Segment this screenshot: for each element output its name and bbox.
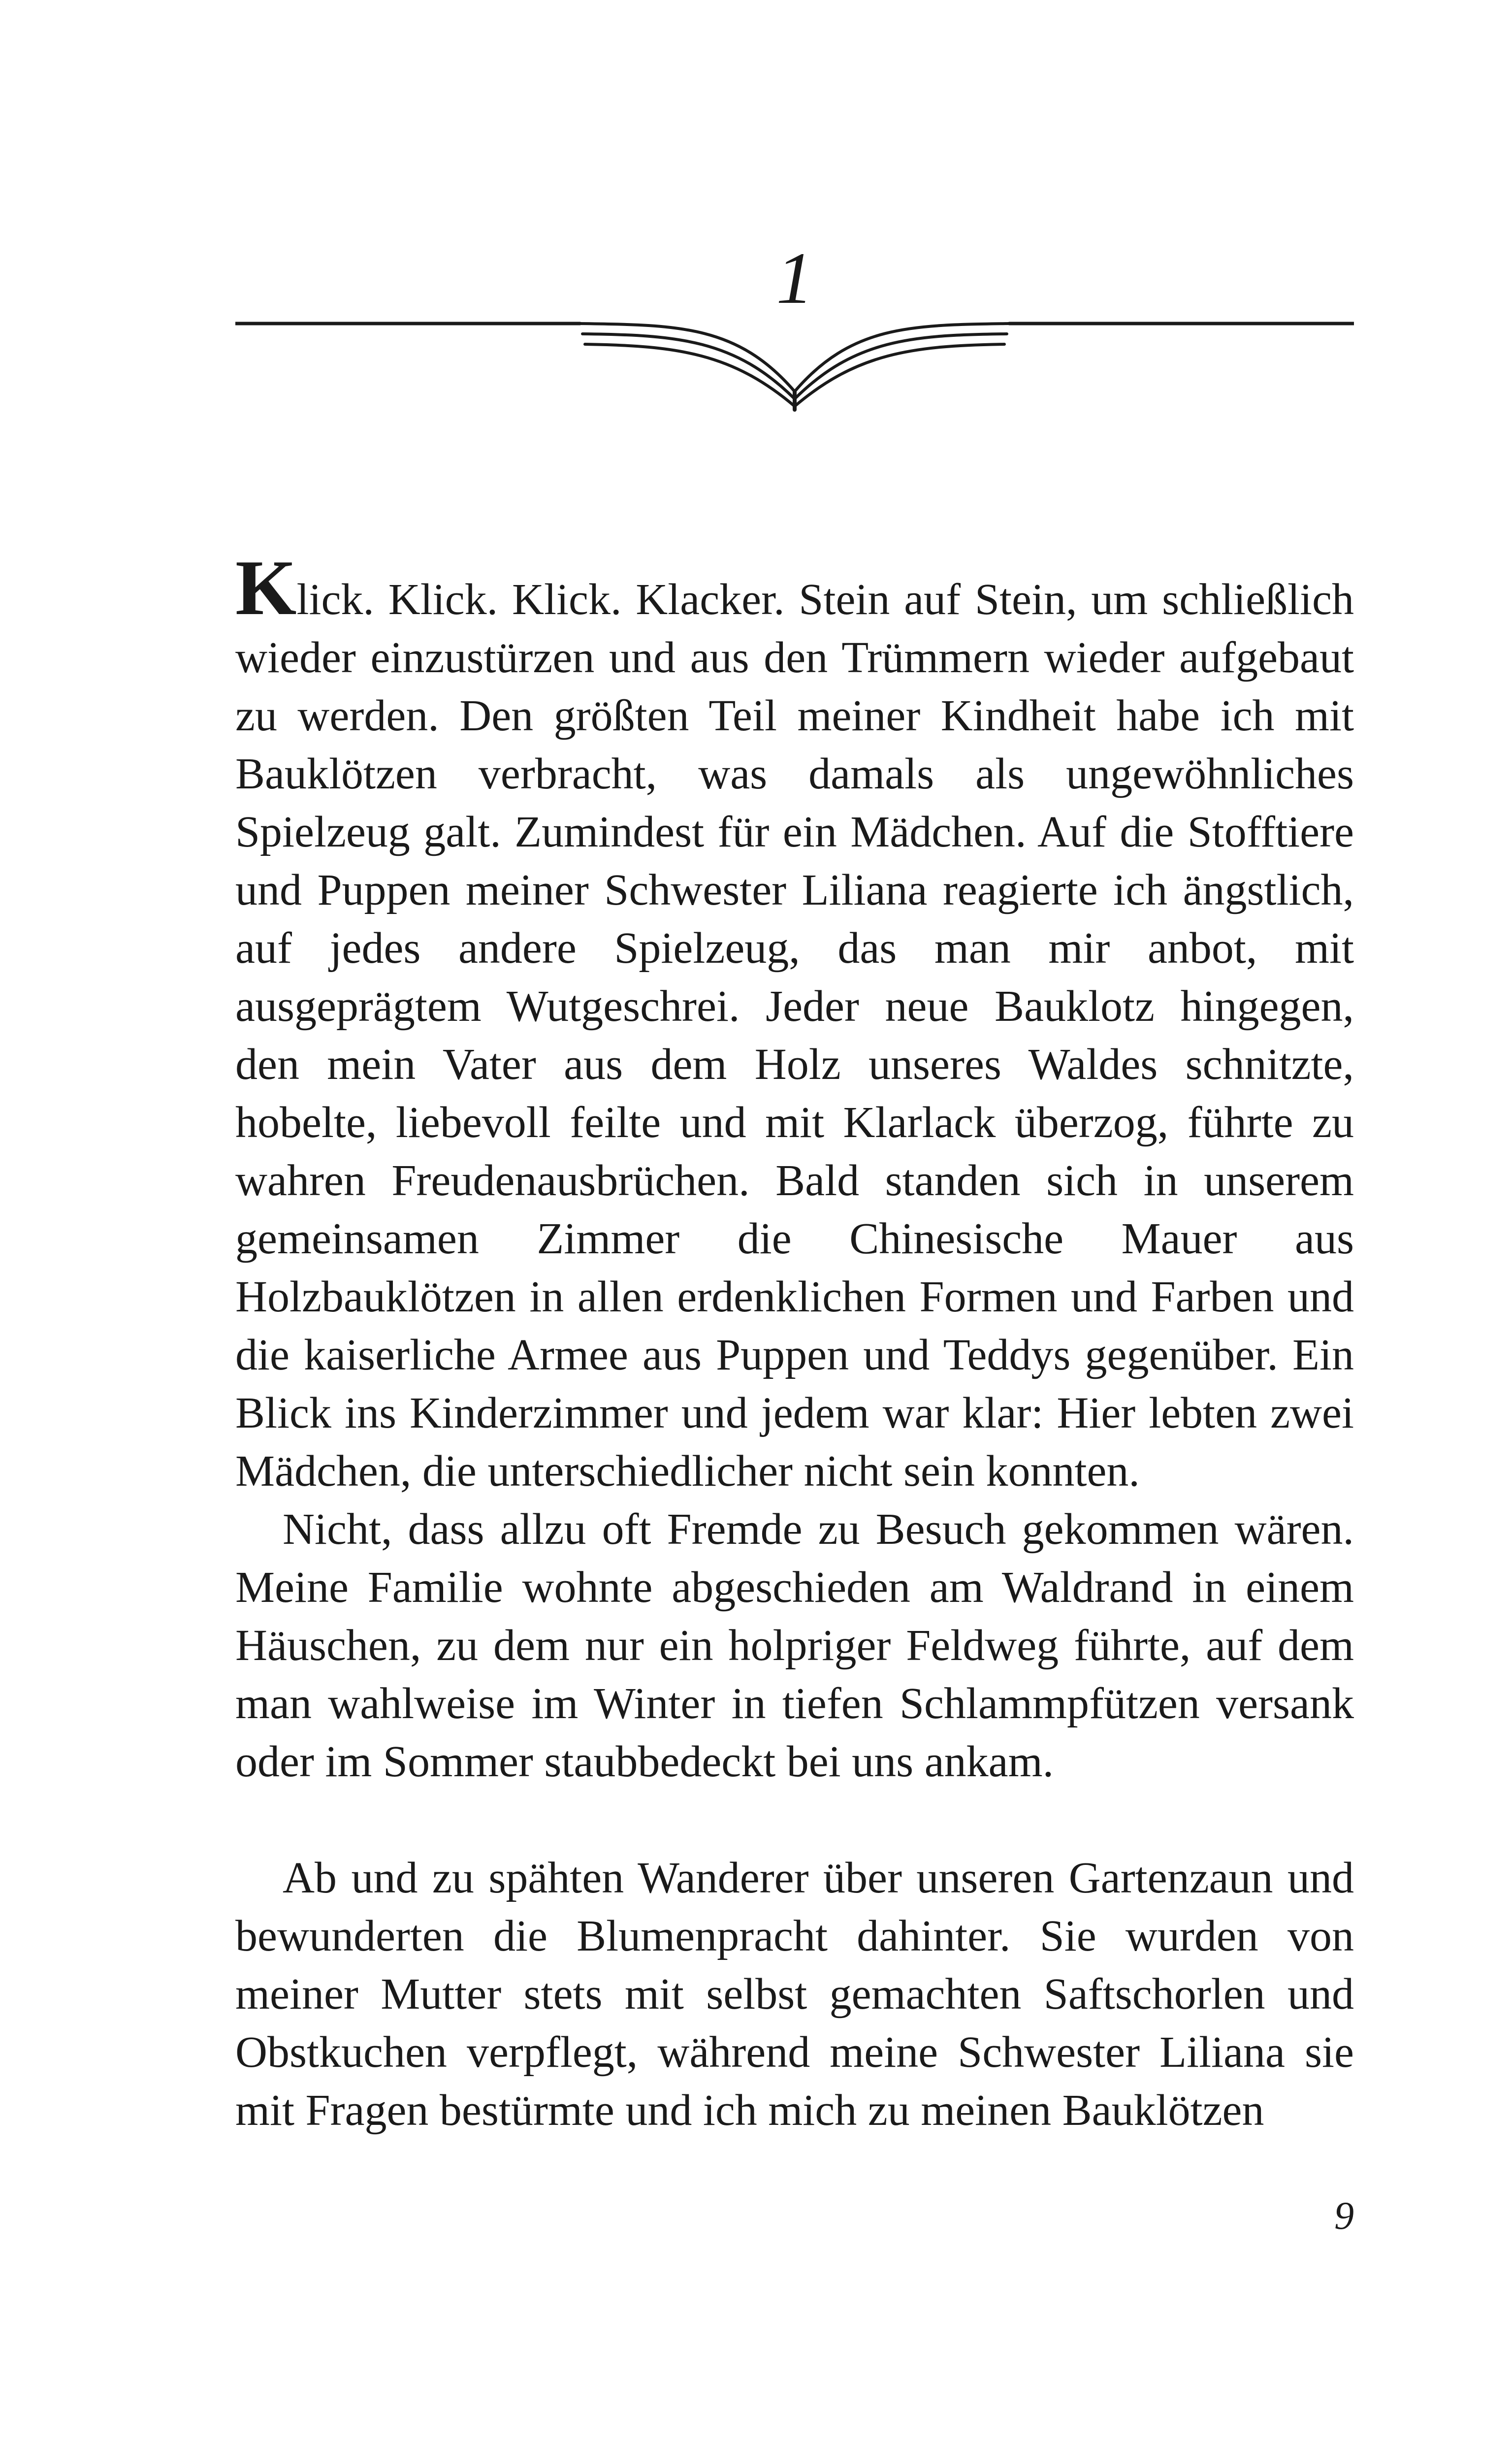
page-number: 9	[1334, 2194, 1354, 2238]
paragraph-1-text: lick. Klick. Klick. Klacker. Stein auf Stein, um schließlich wieder einzustürzen und aus den Trümmern wieder aufgebaut zu werden. Den größten Teil meiner Kindheit habe ich mit Bauklötzen verbracht, was damals als ungewöhnliches Spielzeug galt. Zumindest für ein Mädchen. Auf die Stofftiere und Puppen meiner Schwester Liliana reagierte ich ängstlich, auf jedes andere Spielzeug, das man mir anbot, mit ausgeprägtem Wutgeschrei. Jeder neue Bauklotz hingegen, den mein Vater aus dem Holz unseres Waldes schnitzte, hobelte, liebevoll feilte und mit Klarlack überzog, führte zu wahren Freudenausbrüchen. Bald standen sich in unserem gemeinsamen Zimmer die Chinesische Mauer aus Holzbauklötzen in allen erdenklichen Formen und Farben und die kaiserliche Armee aus Puppen und Teddys gegenüber. Ein Blick ins Kinderzimmer und jedem war klar: Hier lebten zwei Mädchen, die unterschiedlicher nicht sein konnten.	[235, 575, 1354, 1496]
chapter-body-text	[235, 544, 1354, 2140]
paragraph-1	[235, 544, 1354, 1500]
drop-cap: K	[235, 544, 297, 631]
open-book-ornament-icon	[235, 295, 1354, 414]
chapter-header	[235, 231, 1354, 419]
chapter-number: 1	[776, 237, 813, 319]
paragraph-2: Nicht, dass allzu oft Fremde zu Besuch gekommen wären. Meine Familie wohnte abgeschieden am Waldrand in einem Häuschen, zu dem nur ein holpriger Feldweg führte, auf dem man wahlweise im Winter in tiefen Schlammpfützen versank oder im Sommer staubbedeckt bei uns ankam.	[235, 1505, 1354, 1786]
paragraph-3: Ab und zu spähten Wanderer über unseren Gartenzaun und bewunderten die Blumenpracht dahinter. Sie wurden von meiner Mutter stets mit selbst gemachten Saftschorlen und Obstkuchen verpflegt, während meine Schwester Liliana sie mit Fragen bestürmte und ich mich zu meinen Bauklötzen	[235, 1854, 1354, 2135]
